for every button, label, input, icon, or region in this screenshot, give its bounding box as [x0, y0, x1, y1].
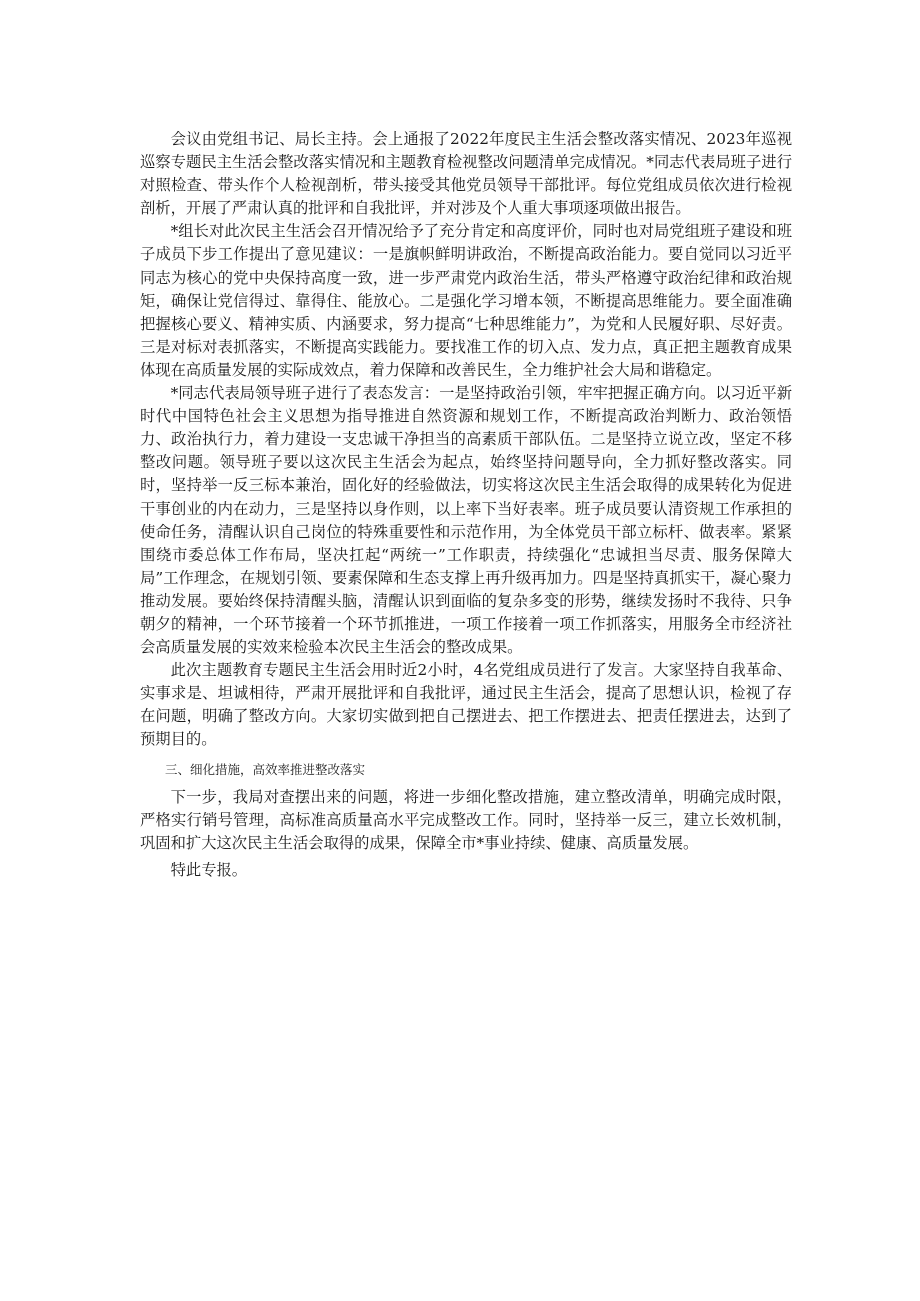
document-body	[140, 128, 792, 882]
paragraph-leader-evaluation: *组长对此次民主生活会召开情况给予了充分肯定和高度评价，同时也对局党组班子建设和班子成员下步工作提出了意见建议：一是旗帜鲜明讲政治，不断提高政治能力。要自觉同以习近平同志为核心的党中央保持高度一致，进一步严肃党内政治生活，带头严格遵守政治纪律和政治规矩，确保让党信得过、靠得住、能放心。二是强化学习增本领，不断提高思维能力。要全面准确把握核心要义、精神实质、内涵要求，努力提高“七种思维能力”，为党和人民履好职、尽好责。三是对标对表抓落实，不断提高实践能力。要找准工作的切入点、发力点，真正把主题教育成果体现在高质量发展的实际成效点，着力保障和改善民生，全力维护社会大局和谐稳定。	[140, 222, 792, 379]
closing-remark: 特此专报。	[170, 860, 248, 879]
paragraph-next-steps: 下一步，我局对查摆出来的问题，将进一步细化整改措施，建立整改清单，明确完成时限，严格实行销号管理，高标准高质量高水平完成整改工作。同时，坚持举一反三，建立长效机制，巩固和扩大这次民主生活会取得的成果，保障全市*事业持续、健康、高质量发展。	[140, 787, 792, 852]
paragraph-meeting-summary: 此次主题教育专题民主生活会用时近2小时，4名党组成员进行了发言。大家坚持自我革命、实事求是、坦诚相待，严肃开展批评和自我批评，通过民主生活会，提高了思想认识，检视了存在问题，明确了整改方向。大家切实做到把自己摆进去、把工作摆进去、把责任摆进去，达到了预期目的。	[140, 661, 792, 749]
paragraph-team-statement: *同志代表局领导班子进行了表态发言：一是坚持政治引领，牢牢把握正确方向。以习近平新时代中国特色社会主义思想为指导推进自然资源和规划工作，不断提高政治判断力、政治领悟力、政治执行力，着力建设一支忠诚干净担当的高素质干部队伍。二是坚持立说立改，坚定不移整改问题。领导班子要以这次民主生活会为起点，始终坚持问题导向，全力抓好整改落实。同时，坚持举一反三标本兼治，固化好的经验做法，切实将这次民主生活会取得的成果转化为促进干事创业的内在动力，三是坚持以身作则，以上率下当好表率。班子成员要认清资规工作承担的使命任务，清醒认识自己岗位的特殊重要性和示范作用，为全体党员干部立标杆、做表率。紧紧围绕市委总体工作布局，坚决扛起“两统一”工作职责，持续强化“忠诚担当尽责、服务保障大局”工作理念，在规划引领、要素保障和生态支撑上再升级再加力。四是坚持真抓实干，凝心聚力推动发展。要始终保持清醒头脑，清醒认识到面临的复杂多变的形势，继续发扬时不我待、只争朝夕的精神，一个环节接着一个环节抓推进，一项工作接着一项工作抓落实，用服务全市经济社会高质量发展的实效来检验本次民主生活会的整改成果。	[140, 384, 792, 657]
section-heading: 三、细化措施，高效率推进整改落实	[165, 761, 366, 777]
paragraph-meeting-overview: 会议由党组书记、局长主持。会上通报了2022年度民主生活会整改落实情况、2023年巡视巡察专题民主生活会整改落实情况和主题教育检视整改问题清单完成情况。*同志代表局班子进行对照检查、带头作个人检视剖析，带头接受其他党员领导干部批评。每位党组成员依次进行检视剖析，开展了严肃认真的批评和自我批评，并对涉及个人重大事项逐项做出报告。	[140, 130, 792, 218]
